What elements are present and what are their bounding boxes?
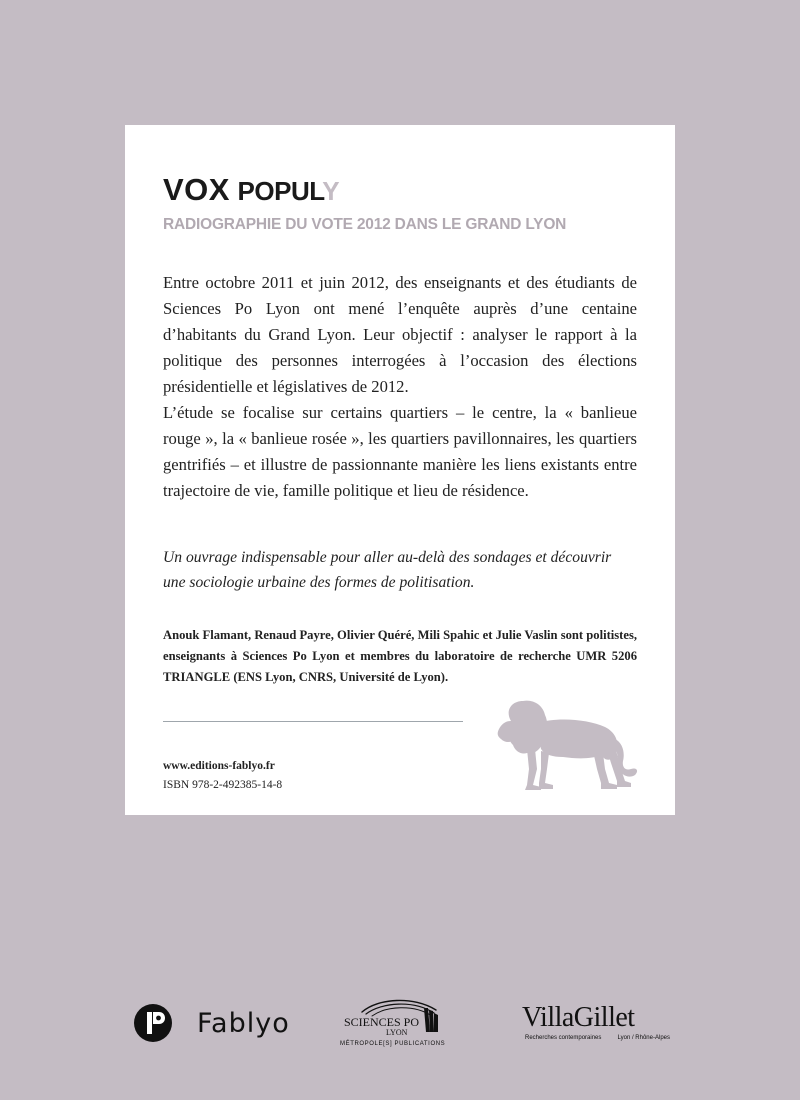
lion-silhouette-icon xyxy=(497,699,641,791)
summary-text xyxy=(163,270,637,504)
villa-gillet-logo xyxy=(522,1002,672,1046)
sciences-po-city: LYON xyxy=(386,1028,408,1037)
sciences-po-name: SCIENCES PO xyxy=(344,1015,420,1029)
villa-gillet-tagline: Recherches contemporaines xyxy=(525,1035,602,1041)
fablyo-wordmark: Fablyo xyxy=(197,1008,290,1039)
divider-line xyxy=(163,721,463,722)
summary-paragraph-1: Entre octobre 2011 et juin 2012, des enseignants et des étudiants de Sciences Po Lyon ont mené l’enquête auprès d’une centaine d’habitants du Grand Lyon. Leur objectif : analyser le rapport à la politique des personnes interrogées à l’occasion des élections présidentielle et législatives de 2012. xyxy=(163,273,637,396)
back-cover-panel xyxy=(125,125,675,815)
title-part-popul: POPUL xyxy=(237,176,323,206)
villa-gillet-wordmark: VillaGillet xyxy=(522,1002,635,1033)
fablyo-logo xyxy=(133,1001,303,1049)
publisher-website[interactable]: www.editions-fablyo.fr xyxy=(163,760,275,772)
book-title xyxy=(163,173,339,208)
title-part-y: Y xyxy=(322,176,340,206)
sciences-po-lyon-logo xyxy=(340,996,450,1052)
fablyo-logo-icon xyxy=(133,1003,173,1043)
authors-bio: Anouk Flamant, Renaud Payre, Olivier Quéré, Mili Spahic et Julie Vaslin sont politistes, enseignants à Sciences Po Lyon et membres du laboratoire de recherche UMR 5206 TRIANGLE (ENS Lyon, CNRS, Université de Lyon). xyxy=(163,628,637,684)
isbn: ISBN 978-2-492385-14-8 xyxy=(163,779,283,791)
tagline: Un ouvrage indispensable pour aller au-delà des sondages et découvrir une sociologie urbaine des formes de politisation. xyxy=(163,549,612,591)
summary-paragraph-2: L’étude se focalise sur certains quartiers – le centre, la « banlieue rouge », la « banlieue rosée », les quartiers pavillonnaires, les quartiers gentrifiés – et illustre de passionnante manière les liens existants entre trajectoire de vie, famille politique et lieu de résidence. xyxy=(163,403,637,500)
sciences-po-publications: MÉTROPOLE[S] PUBLICATIONS xyxy=(340,1041,446,1047)
title-part-vox: VOX xyxy=(163,172,230,207)
villa-gillet-location: Lyon / Rhône-Alpes xyxy=(617,1035,670,1041)
book-subtitle: RADIOGRAPHIE DU VOTE 2012 DANS LE GRAND LYON xyxy=(163,216,567,233)
